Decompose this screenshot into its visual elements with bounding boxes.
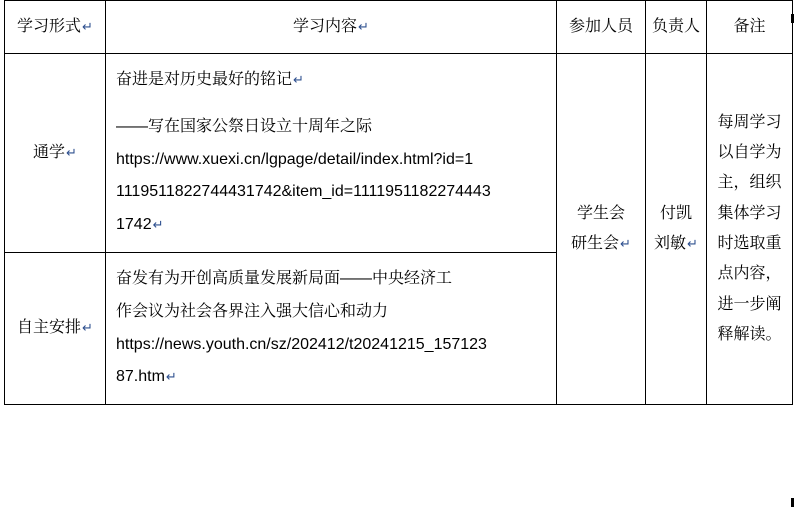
content-url-tail: 87.htm <box>116 368 165 386</box>
pilcrow-icon: ↵ <box>687 236 698 252</box>
pilcrow-icon: ↵ <box>293 72 304 87</box>
header-cell-content <box>106 1 557 54</box>
study-plan-table <box>4 0 793 405</box>
content-url-line-2[interactable] <box>116 361 548 394</box>
header-label-form: 学习形式 <box>17 17 82 35</box>
remark-line-2: 以自学为 <box>717 143 782 161</box>
pilcrow-icon: ↵ <box>165 369 177 385</box>
owner-text: 刘敏 <box>654 235 687 253</box>
cell-form-zizhu <box>5 252 106 404</box>
owner-line-1: 付凯 <box>659 204 692 222</box>
table-header-row <box>5 1 793 54</box>
cell-participants <box>557 54 646 405</box>
form-label: 通学 <box>33 143 66 161</box>
remark-line-1: 每周学习 <box>717 113 782 131</box>
content-url-line-3[interactable] <box>116 209 548 242</box>
header-cell-participants <box>557 1 646 54</box>
table-row <box>5 54 793 253</box>
header-label-participants: 参加人员 <box>568 17 633 35</box>
content-title-line-2: 作会议为社会各界注入强大信心和动力 <box>116 302 389 320</box>
cell-form-tongxue <box>5 54 106 253</box>
cell-remark <box>707 54 793 405</box>
remark-line-7: 进一步阐 <box>717 295 782 313</box>
header-cell-form <box>5 1 106 54</box>
pilcrow-icon: ↵ <box>66 144 77 160</box>
pilcrow-icon: ↵ <box>82 18 93 34</box>
pilcrow-icon: ↵ <box>358 18 369 34</box>
participants-line-1: 学生会 <box>576 204 625 222</box>
cell-owner <box>646 54 707 405</box>
form-label: 自主安排 <box>17 319 82 337</box>
header-label-content: 学习内容 <box>293 17 358 35</box>
pilcrow-icon: ↵ <box>152 217 164 233</box>
page-edge-mark-top <box>791 14 794 23</box>
content-url-tail: 1742 <box>116 216 152 234</box>
pilcrow-icon: ↵ <box>620 236 631 252</box>
content-url-line-1[interactable]: https://www.xuexi.cn/lgpage/detail/index.html?id=1 <box>116 150 474 168</box>
remark-line-8: 释解读。 <box>717 326 782 344</box>
page-edge-mark-bottom <box>791 498 794 507</box>
content-url-line-2[interactable]: 1119511822744431742&item_id=1111951182274443 <box>116 183 491 201</box>
remark-line-5: 时选取重 <box>717 235 782 253</box>
remark-line-3: 主，组织 <box>717 174 782 192</box>
content-url-line-1[interactable]: https://news.youth.cn/sz/202412/t20241215_157123 <box>116 335 487 353</box>
content-title-line-1: 奋发有为开创高质量发展新局面——中央经济工 <box>116 269 453 287</box>
remark-line-6: 点内容， <box>717 265 782 283</box>
content-spacer <box>116 97 548 111</box>
header-label-owner: 负责人 <box>651 17 700 35</box>
cell-content-tongxue <box>106 54 557 253</box>
content-title-line <box>116 64 548 97</box>
content-subtitle: ——写在国家公祭日设立十周年之际 <box>116 117 373 135</box>
remark-line-4: 集体学习 <box>717 204 782 222</box>
participants-line-2 <box>557 229 645 259</box>
pilcrow-icon: ↵ <box>82 320 93 336</box>
header-cell-owner <box>646 1 707 54</box>
header-label-remark: 备注 <box>733 17 766 35</box>
content-title: 奋进是对历史最好的铭记 <box>116 71 293 88</box>
header-cell-remark <box>707 1 793 54</box>
owner-line-2 <box>646 229 706 259</box>
cell-content-zizhu <box>106 252 557 404</box>
participants-text: 研生会 <box>571 235 620 253</box>
